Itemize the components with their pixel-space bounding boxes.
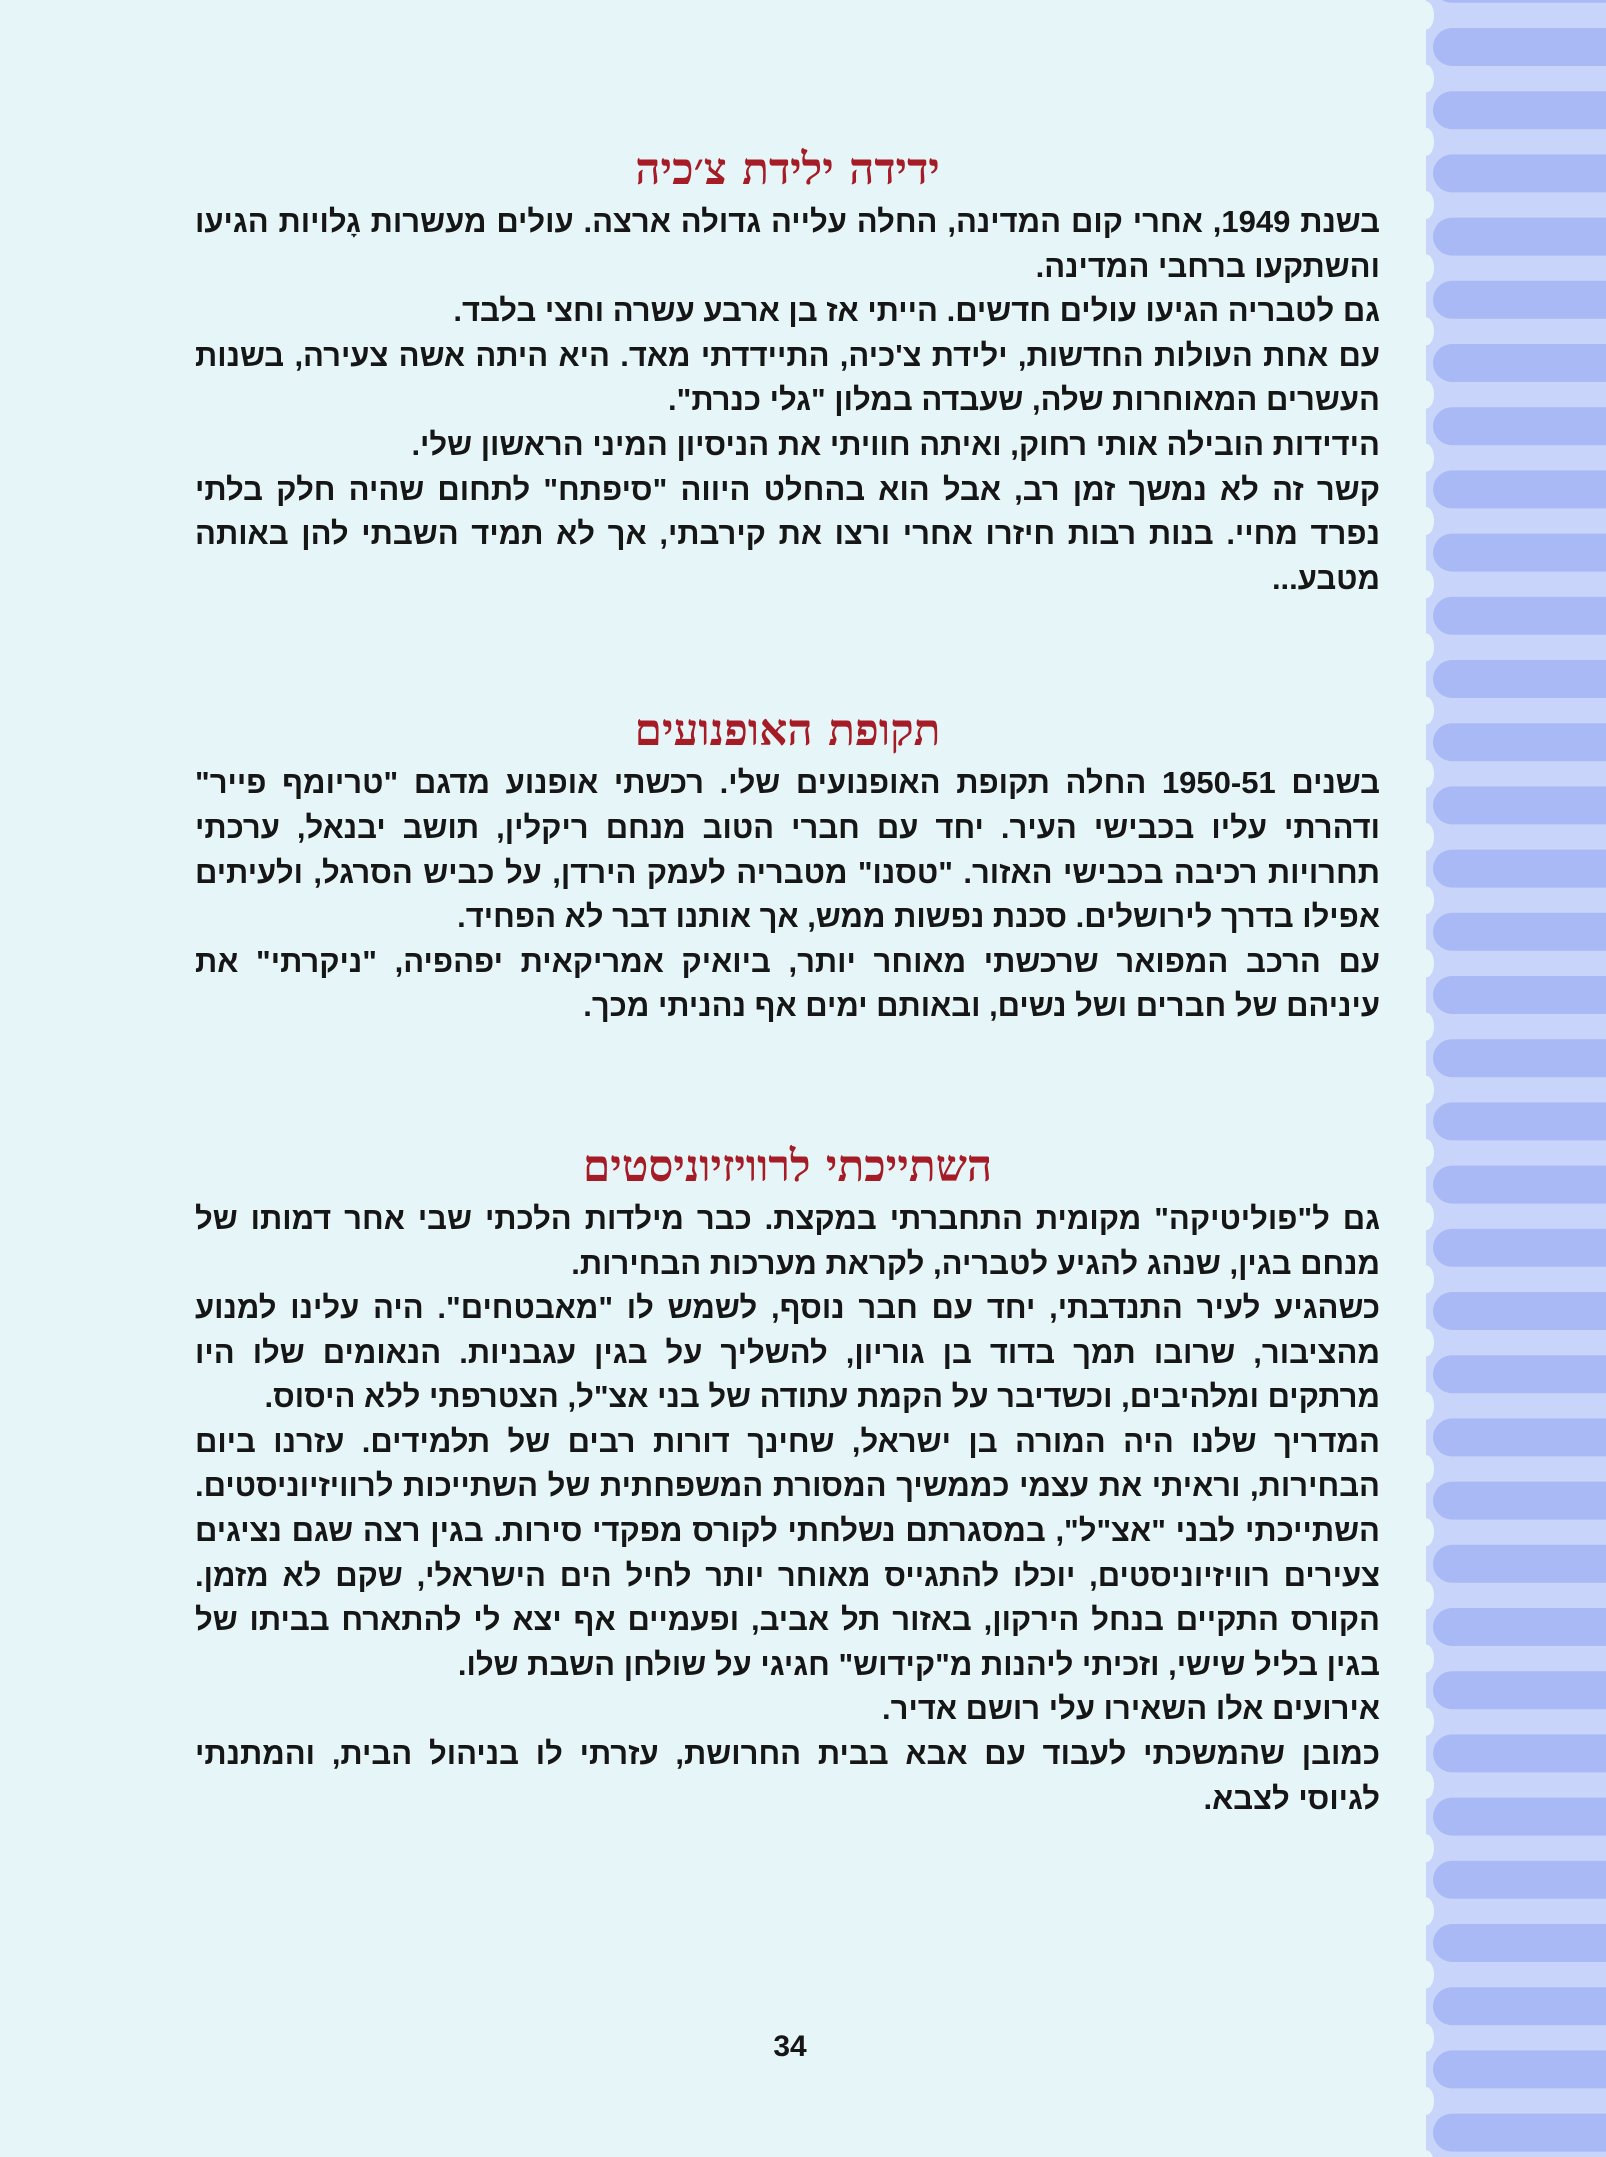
band-stripe [1433, 154, 1606, 192]
striped-border-graphic [1426, 0, 1606, 2157]
band-stripe [1433, 2114, 1606, 2152]
band-stripe [1433, 1924, 1606, 1962]
band-stripe [1433, 723, 1606, 761]
paragraph: המדריך שלנו היה המורה בן ישראל, שחינך דורות רבים של תלמידים. עזרנו ביום הבחירות, וראיתי את עצמי כממשיך המסורת המשפחתית של השתייכות לרוויזיוניסטים. השתייכתי לבני "אצ"ל", במסגרתם נשלחתי לקורס מפקדי סירות. בגין רצה שגם נציגים צעירים רוויזיוניסטים, יוכלו להתגייס מאוחר יותר לחיל הים הישראלי, שקם לא מזמן. הקורס התקיים בנחל הירקון, באזור תל אביב, ופעמיים אף יצא לי להתארח בביתו של בגין בליל שישי, וזכיתי ליהנות מ"קידוש" חגיגי על שולחן השבת שלו. [195, 1423, 1380, 1682]
section-czech-friend [195, 140, 1380, 601]
band-stripe [1433, 218, 1606, 256]
section-title: ידידה ילידת צ׳כיה [635, 144, 940, 195]
band-stripe [1433, 597, 1606, 635]
band-stripe [1433, 850, 1606, 888]
band-stripe [1433, 1734, 1606, 1772]
band-stripe [1433, 1798, 1606, 1836]
section-spacer [195, 601, 1380, 701]
paragraph: הידידות הובילה אותי רחוק, ואיתה חוויתי את הניסיון המיני הראשון שלי. [411, 426, 1380, 462]
section-spacer [195, 1029, 1380, 1137]
paragraph: כמובן שהמשכתי לעבוד עם אבא בבית החרושת, עזרתי לו בניהול הבית, והמתנתי לגיוסי לצבא. [195, 1736, 1380, 1816]
band-stripe [1433, 2050, 1606, 2088]
band-stripe [1433, 786, 1606, 824]
paragraph: עם אחת העולות החדשות, ילידת צ'כיה, התיידדתי מאד. היא היתה אשה צעירה, בשנות העשרים המאוחרות שלה, שעבדה במלון "גלי כנרת". [195, 337, 1380, 418]
band-stripe [1433, 407, 1606, 445]
paragraph: אירועים אלו השאירו עלי רושם אדיר. [882, 1691, 1380, 1727]
section-motorcycles [195, 701, 1380, 1029]
section-title: השתייכתי לרוויזיוניסטים [582, 1140, 993, 1192]
band-stripe [1433, 470, 1606, 508]
page-content [195, 140, 1380, 1821]
band-stripe [1433, 976, 1606, 1014]
paragraph: בשנת 1949, אחרי קום המדינה, החלה עלייה גדולה ארצה. עולים מעשרות גָלויות הגיעו והשתקעו ברחבי המדינה. [195, 204, 1380, 284]
band-stripe [1433, 1102, 1606, 1140]
band-stripe [1433, 1229, 1606, 1267]
band-stripe [1433, 1355, 1606, 1393]
paragraph: כשהגיע לעיר התנדבתי, יחד עם חבר נוסף, לשמש לו "מאבטחים". היה עלינו למנוע מהציבור, שרובו תמך בדוד בן גוריון, להשליך על בגין עגבניות. הנאומים שלו היו מרתקים ומלהיבים, וכשדיבר על הקמת עתודה של בני אצ"ל, הצטרפתי ללא היסוס. [195, 1290, 1380, 1415]
paragraph: גם לטבריה הגיעו עולים חדשים. הייתי אז בן ארבע עשרה וחצי בלבד. [453, 293, 1380, 329]
paragraph: גם ל"פוליטיקה" מקומית התחברתי במקצת. כבר מילדות הלכתי שבי אחר דמותו של מנחם בגין, שנהג להגיע לטבריה, לקראת מערכות הבחירות. [195, 1200, 1380, 1281]
section-title: תקופת האופנועים [634, 705, 941, 757]
band-stripe [1433, 28, 1606, 66]
page-number: 34 [773, 2030, 807, 2063]
band-stripe [1433, 1418, 1606, 1456]
band-stripe [1433, 344, 1606, 382]
band-stripe [1433, 1482, 1606, 1520]
band-stripe [1433, 1545, 1606, 1583]
band-stripe [1433, 1987, 1606, 2025]
band-stripe [1433, 0, 1606, 3]
band-stripe [1433, 913, 1606, 951]
section-revisionists [195, 1137, 1380, 1821]
paragraph: עם הרכב המפואר שרכשתי מאוחר יותר, ביואיק אמריקאית יפהפיה, "ניקרתי" את עיניהם של חברים ושל נשים, ובאותם ימים אף נהניתי מכך. [195, 943, 1380, 1024]
band-stripe [1433, 1166, 1606, 1204]
band-stripe [1433, 1608, 1606, 1646]
band-stripe [1433, 1039, 1606, 1077]
band-stripe [1433, 660, 1606, 698]
paragraph: קשר זה לא נמשך זמן רב, אבל הוא בהחלט היווה "סיפתח" לתחום שהיה חלק בלתי נפרד מחיי. בנות רבות חיזרו אחרי ורצו את קירבתי, אך לא תמיד השבתי להן באותה מטבע... [195, 471, 1380, 596]
band-stripe [1433, 534, 1606, 572]
decorative-side-band [1426, 0, 1606, 2157]
band-stripe [1433, 281, 1606, 319]
band-stripe [1433, 1861, 1606, 1899]
band-stripe [1433, 91, 1606, 129]
paragraph: בשנים 1950-51 החלה תקופת האופנועים שלי. רכשתי אופנוע מדגם "טריומף פייר" ודהרתי עליו בכבישי העיר. יחד עם חברי הטוב מנחם ריקלין, תושב יבנאל, ערכתי תחרויות רכיבה בכבישי האזור. "טסנו" מטבריה לעמק הירדן, על כביש הסרגל, ולעיתים אפילו בדרך לירושלים. סכנת נפשות ממש, אך אותנו דבר לא הפחיד. [195, 765, 1380, 935]
band-stripe [1433, 1292, 1606, 1330]
band-stripe [1433, 1671, 1606, 1709]
